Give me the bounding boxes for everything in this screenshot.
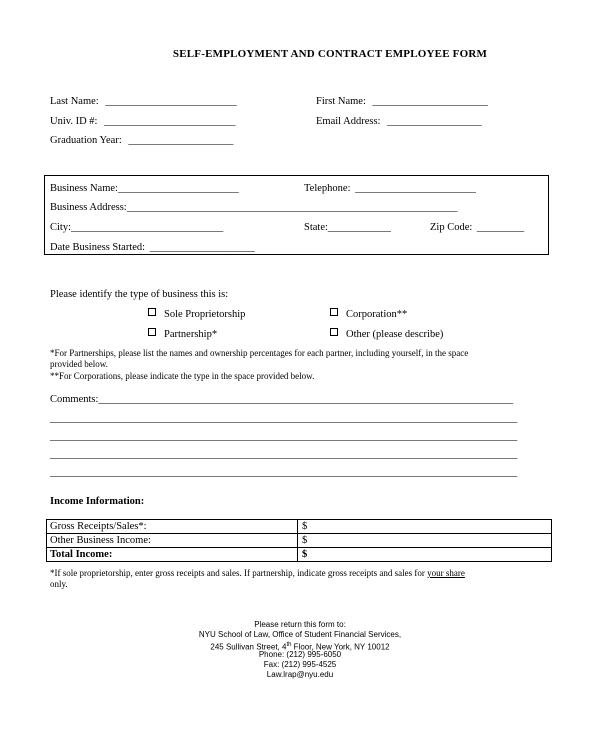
last-name-line: _________________________ [105,96,237,107]
date-started-label: Date Business Started: [50,242,146,253]
return-heading: Please return this form to: [254,620,346,629]
comments-line[interactable]: _________________________________________________________________________________________ [50,449,518,460]
total-income-label: Total Income: [47,548,298,562]
option-partnership[interactable] [148,328,217,340]
income-table [46,519,552,562]
address-floor-suffix: th [286,642,292,648]
income-label: Other Business Income: [47,534,298,548]
business-name-line: _______________________ [117,183,239,194]
email-label: Email Address: [316,116,381,127]
last-name-label: Last Name: [50,96,99,107]
table-row [47,520,552,534]
telephone-line: _______________________ [355,183,476,194]
checkbox-corporation[interactable] [330,308,338,316]
business-name-label: Business Name: [50,183,118,194]
income-label: Gross Receipts/Sales*: [47,520,298,534]
first-name-line: ______________________ [372,96,488,107]
date-started-line: ____________________ [149,242,255,253]
first-name-label: First Name: [316,96,366,107]
return-fax: Fax: (212) 995-4525 [263,660,337,669]
checkbox-sole-proprietorship[interactable] [148,308,156,316]
univ-id-label: Univ. ID #: [50,116,98,127]
last-name-field[interactable] [50,96,237,107]
income-value[interactable]: $ [298,520,552,534]
graduation-year-label: Graduation Year: [50,135,122,146]
income-value[interactable]: $ [298,534,552,548]
option-label: Corporation** [346,309,408,320]
univ-id-field[interactable] [50,116,235,127]
zip-code-line: _________ [476,222,525,233]
city-label: City: [50,222,72,233]
income-note-text: *If sole proprietorship, enter gross receipts and sales. If partnership, indicate gross receipts and sales for [50,568,428,578]
address-street: 245 Sullivan Street, 4 [210,642,287,652]
business-address-field[interactable] [50,202,457,213]
zip-code-label: Zip Code: [430,222,473,233]
business-name-field[interactable] [50,183,239,194]
table-row [47,548,552,562]
address-city: Floor, New York, NY 10012 [291,642,390,652]
business-address-label: Business Address: [50,202,127,213]
graduation-year-field[interactable] [50,135,233,146]
comments-line[interactable]: _________________________________________________________________________________________ [50,467,518,478]
comments-field[interactable] [50,394,513,405]
state-field[interactable] [304,222,391,233]
business-type-prompt: Please identify the type of business this is: [50,289,229,300]
form-title: SELF-EMPLOYMENT AND CONTRACT EMPLOYEE FORM [172,48,488,60]
total-income-value[interactable]: $ [298,548,552,562]
partnership-note-cont: provided below. [50,359,108,369]
email-field[interactable] [316,116,482,127]
comments-line[interactable]: _________________________________________________________________________________________ [50,413,518,424]
comments-label: Comments: [50,394,99,405]
date-started-field[interactable] [50,242,255,253]
telephone-label: Telephone: [304,183,351,194]
option-label: Partnership* [164,329,218,340]
email-line: __________________ [387,116,482,127]
income-note-emphasis: your share [427,568,465,578]
checkbox-partnership[interactable] [148,328,156,336]
corporation-note: **For Corporations, please indicate the type in the space provided below. [50,371,315,381]
option-label: Other (please describe) [346,329,444,340]
city-field[interactable] [50,222,223,233]
telephone-field[interactable] [304,183,476,194]
state-line: ____________ [327,222,391,233]
return-office: NYU School of Law, Office of Student Financial Services, [198,630,402,639]
return-phone: Phone: (212) 995-6050 [258,650,342,659]
comments-line[interactable]: _________________________________________________________________________________________ [50,431,518,442]
option-sole-proprietorship[interactable] [148,308,245,320]
business-address-line: _______________________________________________________________ [126,202,458,213]
first-name-field[interactable] [316,96,488,107]
partnership-note: *For Partnerships, please list the names and ownership percentages for each partner, including yourself, in the space [50,348,469,358]
option-label: Sole Proprietorship [164,309,246,320]
graduation-year-line: ____________________ [128,135,234,146]
comments-line: _______________________________________________________________________________ [98,394,514,405]
income-heading: Income Information: [50,496,145,507]
zip-code-field[interactable] [430,222,524,233]
option-corporation[interactable] [330,308,407,320]
option-other[interactable] [330,328,443,340]
return-email[interactable]: Law.lrap@nyu.edu [266,670,334,679]
univ-id-line: _________________________ [104,116,236,127]
city-line: _____________________________ [71,222,224,233]
checkbox-other[interactable] [330,328,338,336]
state-label: State: [304,222,328,233]
income-note [50,568,465,578]
table-row [47,534,552,548]
income-note-cont: only. [50,579,68,589]
